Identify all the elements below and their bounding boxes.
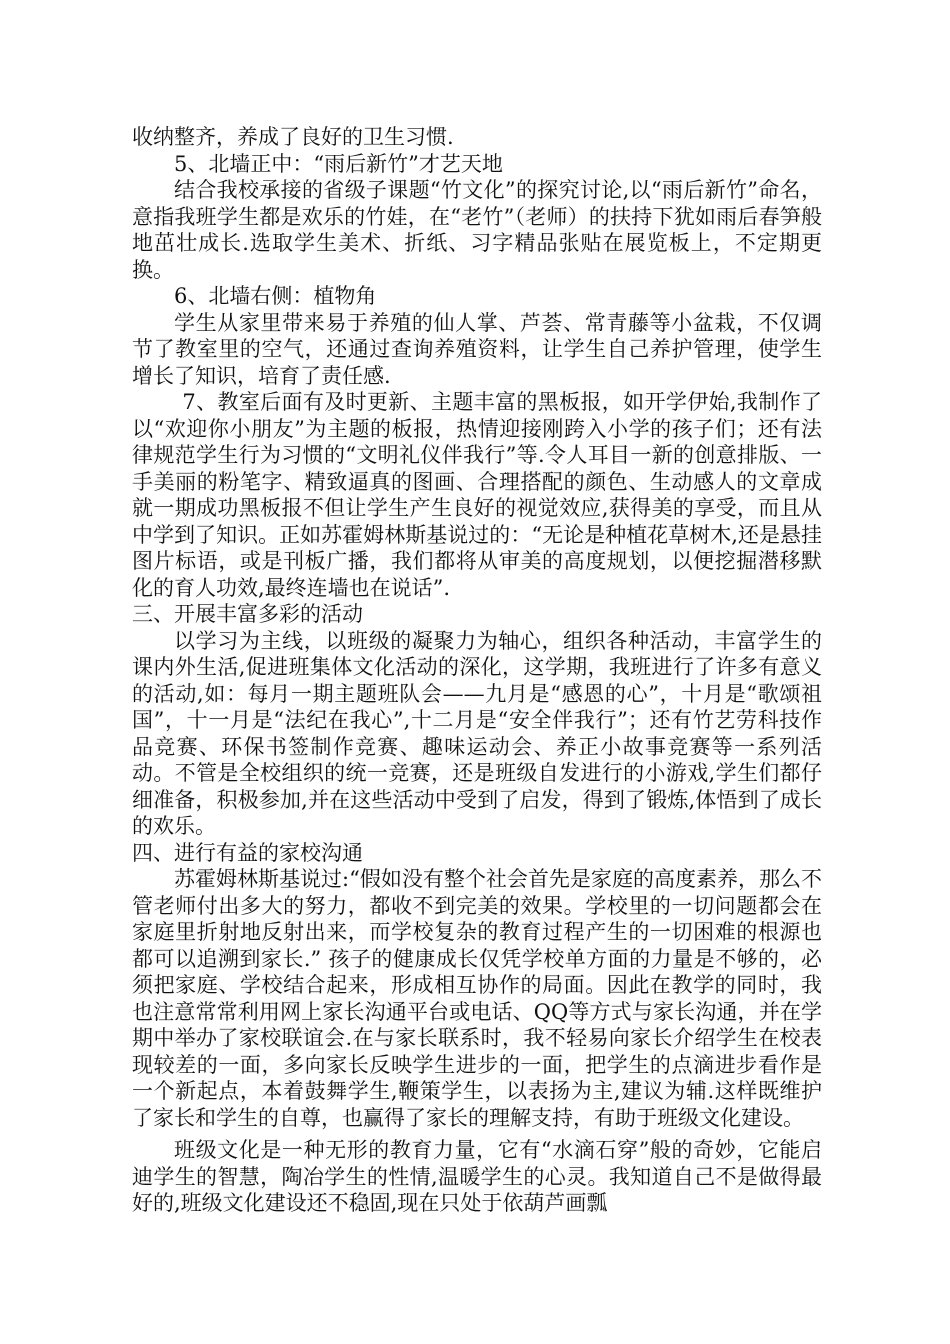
paragraph-class-culture: 班级文化是一种无形的教育力量，它有“水滴石穿”般的奇妙，它能启迪学生的智慧，陶冶学生的性情,温暖学生的心灵。我知道自己不是做得最好的,班级文化建设还不稳固,现在只处于依葫芦画瓢 — [132, 1138, 822, 1215]
document-body — [132, 124, 822, 1217]
paragraph-blackboard: 7、教室后面有及时更新、主题丰富的黑板报，如开学伊始,我制作了以“欢迎你小朋友”为主题的板报，热情迎接刚跨入小学的孩子们；还有法律规范学生行为习惯的“文明礼仪伴我行”等.令人耳目一新的创意排版、一手美丽的粉笔字、精致逼真的图画、合理搭配的颜色、生动感人的文章成就一期成功黑板报不但让学生产生良好的视觉效应,获得美的享受，而且从中学到了知识。正如苏霍姆林斯基说过的：“无论是种植花草树木,还是悬挂图片标语，或是刊板广播，我们都将从审美的高度规划，以便挖掘潜移默化的育人功效,最终连墙也在说话”. — [132, 390, 822, 600]
section-heading-activities: 三、开展丰富多彩的活动 — [132, 602, 363, 626]
paragraph-plants: 学生从家里带来易于养殖的仙人掌、芦荟、常青藤等小盆栽，不仅调节了教室里的空气，还通过查询养殖资料，让学生自己养护管理，使学生增长了知识，培育了责任感. — [132, 310, 822, 388]
section-heading-home-school: 四、进行有益的家校沟通 — [132, 840, 363, 865]
heading-north-wall-center: 5、北墙正中：“雨后新竹”才艺天地 — [174, 151, 503, 176]
heading-plant-corner: 6、北墙右侧：植物角 — [174, 284, 377, 308]
paragraph-hygiene-ending: 收纳整齐，养成了良好的卫生习惯. — [132, 125, 454, 149]
paragraph-activities: 以学习为主线，以班级的凝聚力为轴心，组织各种活动，丰富学生的课内外生活,促进班集体文化活动的深化，这学期，我班进行了许多有意义的活动,如：每月一期主题班队会——九月是“感恩的心”，十月是“歌颂祖国”，十一月是“法纪在我心”,十二月是“安全伴我行”；还有竹艺劳科技作品竞赛、环保书签制作竞赛、趣味运动会、养正小故事竞赛等一系列活动。不管是全校组织的统一竞赛，还是班级自发进行的小游戏,学生们都仔细准备，积极参加,并在这些活动中受到了启发，得到了锻炼,体悟到了成长的欢乐。 — [132, 628, 822, 838]
paragraph-bamboo-culture: 结合我校承接的省级子课题“竹文化”的探究讨论,以“雨后新竹”命名，意指我班学生都是欢乐的竹娃，在“老竹”（老师）的扶持下犹如雨后春笋般地茁壮成长.选取学生美术、折纸、习字精品张贴在展览板上，不定期更换。 — [132, 178, 822, 282]
paragraph-home-school: 苏霍姆林斯基说过:“假如没有整个社会首先是家庭的高度素养，那么不管老师付出多大的努力，都收不到完美的效果。学校里的一切问题都会在家庭里折射地反射出来，而学校复杂的教育过程产生的一切困难的根源也都可以追溯到家长.” 孩子的健康成长仅凭学校单方面的力量是不够的，必须把家庭、学校结合起来，形成相互协作的局面。因此在教学的同时，我也注意常常利用网上家长沟通平台或电话、QQ等方式与家长沟通，并在学期中举办了家校联谊会.在与家长联系时，我不轻易向家长介绍学生在校表现较差的一面，多向家长反映学生进步的一面，把学生的点滴进步看作是一个新起点，本着鼓舞学生,鞭策学生，以表扬为主,建议为辅.这样既维护了家长和学生的自尊，也赢得了家长的理解支持，有助于班级文化建设。 — [132, 867, 822, 1130]
